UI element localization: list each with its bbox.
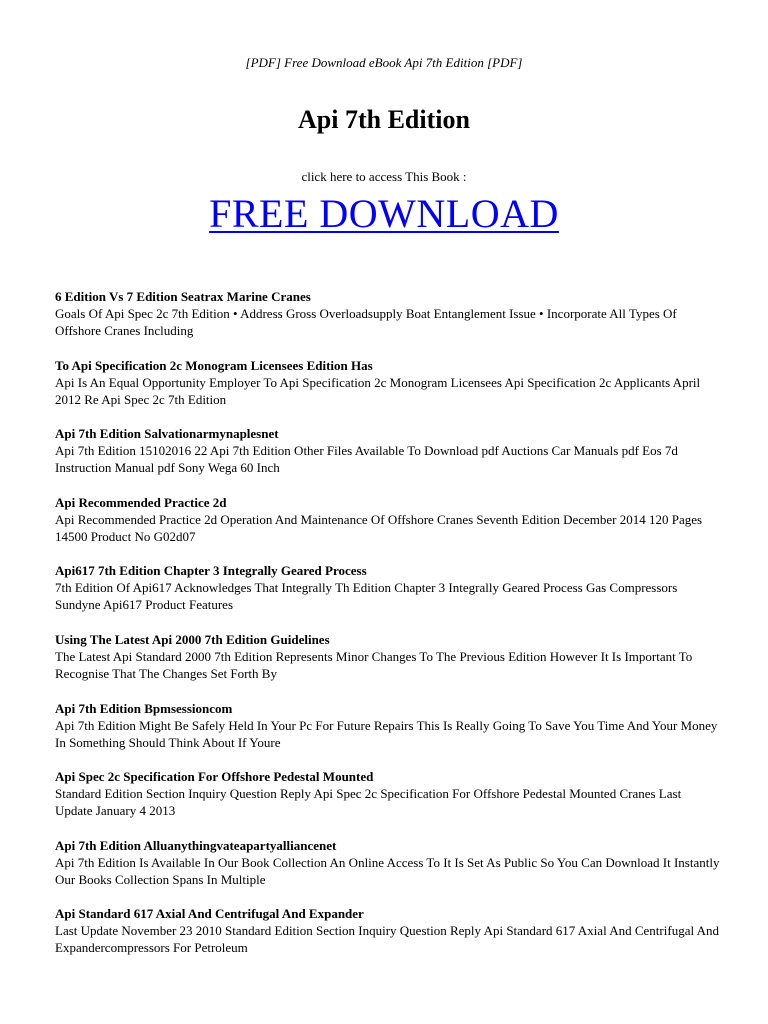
list-item <box>55 631 720 700</box>
list-item <box>55 562 720 631</box>
list-item <box>55 288 720 357</box>
free-download-link[interactable]: FREE DOWNLOAD <box>209 191 559 236</box>
pdf-tagline: [PDF] Free Download eBook Api 7th Edition [PDF] <box>245 55 523 70</box>
access-instruction: click here to access This Book : <box>301 169 467 184</box>
entry-title: Api Standard 617 Axial And Centrifugal And Expander <box>55 906 364 922</box>
entry-body: Goals Of Api Spec 2c 7th Edition • Address Gross Overloadsupply Boat Entanglement Issue • Incorporate All Types Of Offshore Cranes Including <box>55 306 677 338</box>
entry-body: Standard Edition Section Inquiry Question Reply Api Spec 2c Specification For Offshore Pedestal Mounted Cranes Last Update January 4 2013 <box>55 786 682 819</box>
entry-title: 6 Edition Vs 7 Edition Seatrax Marine Cranes <box>55 289 311 304</box>
entry-body: Api 7th Edition Is Available In Our Book Collection An Online Access To It Is Set As Public So You Can Download It Instantly Our Books Collection Spans In Multiple <box>55 854 720 887</box>
entry-body: Api Recommended Practice 2d Operation And Maintenance Of Offshore Cranes Seventh Edition December 2014 120 Pages 14500 Product No G02d07 <box>55 511 703 544</box>
list-item <box>55 905 720 974</box>
list-item <box>55 700 720 769</box>
entry-body: The Latest Api Standard 2000 7th Edition Represents Minor Changes To The Previous Edition However It Is Important To Recognise That The Changes Set Forth By <box>55 648 693 681</box>
entry-title: To Api Specification 2c Monogram Licensees Edition Has <box>55 357 373 373</box>
list-item <box>55 357 720 426</box>
list-item <box>55 837 720 906</box>
entry-list <box>55 288 720 974</box>
entry-title: Api617 7th Edition Chapter 3 Integrally Geared Process <box>55 563 367 579</box>
entry-title: Using The Latest Api 2000 7th Edition Guidelines <box>55 631 330 647</box>
entry-title: Api 7th Edition Bpmsessioncom <box>55 700 233 716</box>
entry-body: Last Update November 23 2010 Standard Edition Section Inquiry Question Reply Api Standard 617 Axial And Centrifugal And Expandercompressors For Petroleum <box>55 923 719 956</box>
entry-body: Api 7th Edition Might Be Safely Held In Your Pc For Future Repairs This Is Really Going To Save You Time And Your Money In Something Should Think About If Youre <box>55 717 718 750</box>
list-item <box>55 494 720 563</box>
entry-title: Api Spec 2c Specification For Offshore Pedestal Mounted <box>55 769 374 785</box>
entry-title: Api 7th Edition Alluanythingvateapartyalliancenet <box>55 837 337 853</box>
list-item <box>55 768 720 837</box>
entry-title: Api Recommended Practice 2d <box>55 494 227 510</box>
page-title: Api 7th Edition <box>298 105 470 134</box>
entry-title: Api 7th Edition Salvationarmynaplesnet <box>55 426 279 442</box>
list-item <box>55 425 720 494</box>
entry-body: 7th Edition Of Api617 Acknowledges That Integrally Th Edition Chapter 3 Integrally Geared Process Gas Compressors Sundyne Api617 Product Features <box>55 580 678 613</box>
entry-body: Api Is An Equal Opportunity Employer To Api Specification 2c Monogram Licensees Api Specification 2c Applicants April 2012 Re Api Spec 2c 7th Edition <box>55 374 701 407</box>
entry-body: Api 7th Edition 15102016 22 Api 7th Edition Other Files Available To Download pdf Auctions Car Manuals pdf Eos 7d Instruction Manual pdf Sony Wega 60 Inch <box>55 443 678 476</box>
